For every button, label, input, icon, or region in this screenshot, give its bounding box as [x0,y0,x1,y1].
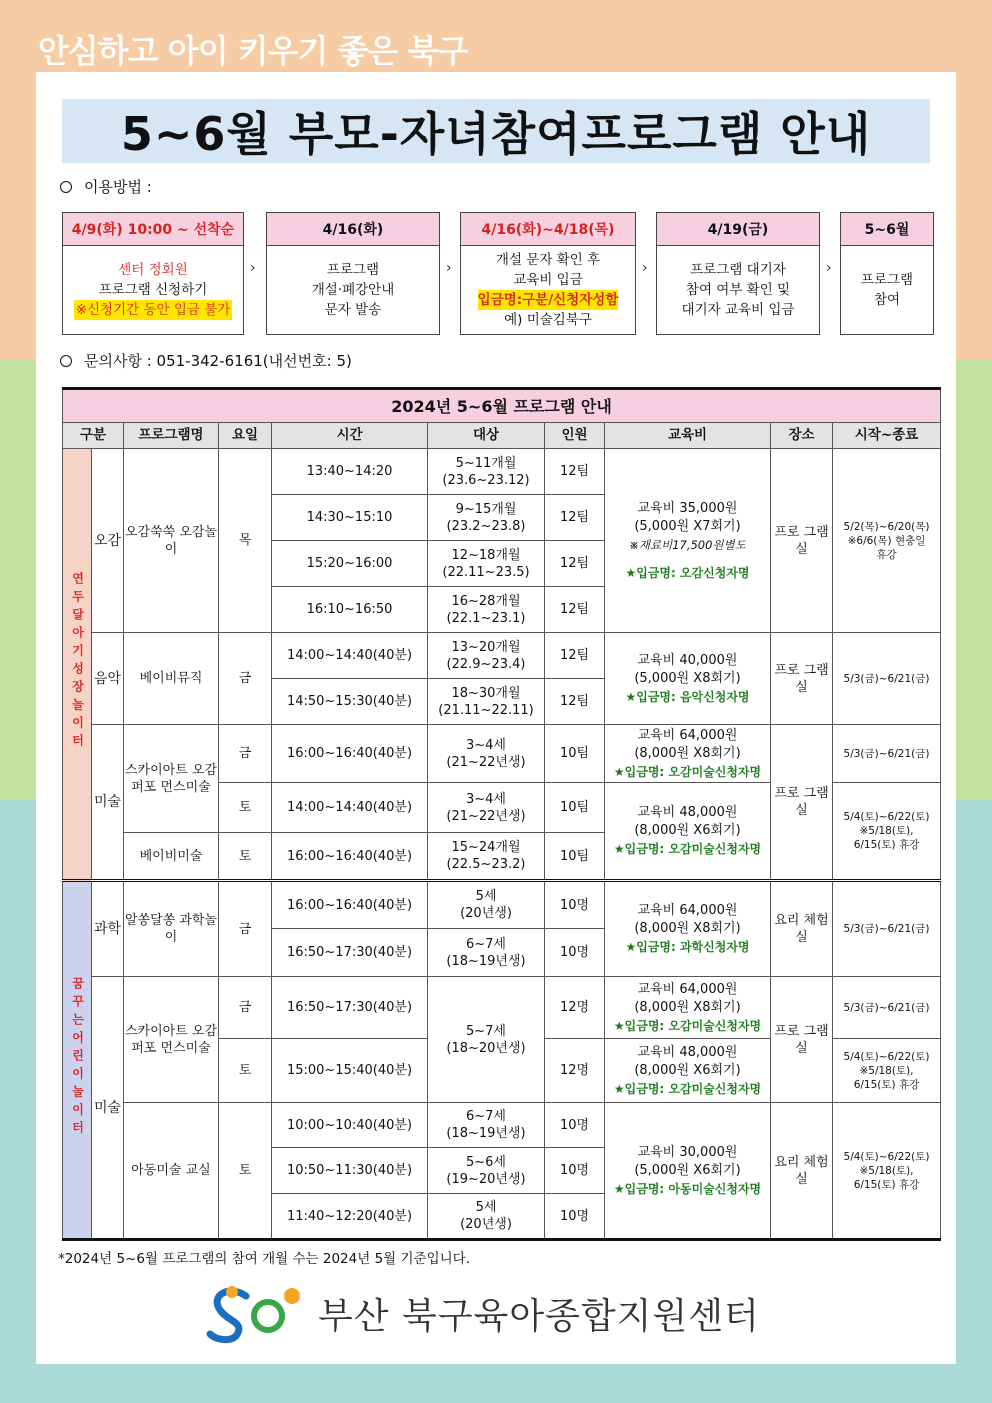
table-row: 꿈꾸는어린이놀이터 과학 알쏭달쏭 과학놀이 금 16:00~16:40(40분) 5세 (20년생) 10명 교육비 64,000원 (8,000원 X8회기) ★입금명: 과학신청자명 요리 체험실 5/3(금)~6/21(금) [63,881,941,929]
header-cell: 구분 [63,423,124,449]
step-5: 5~6월 프로그램 참여 [840,212,934,335]
table-row: 토 14:00~14:40(40분) 3~4세 (21~22년생) 10팀 교육비 48,000원 (8,000원 X6회기) ★입금명: 오감미술신청자명 5/4(토)~6/22(토) ※5/18(토), 6/15(토) 휴강 [63,783,941,808]
table-row: 토 15:00~15:40(40분) 12명 교육비 48,000원 (8,000원 X6회기) ★입금명: 오감미술신청자명 5/4(토)~6/22(토) ※5/18(토), 6/15(토) 휴강 [63,1039,941,1103]
banner: 안심하고 아이 키우기 좋은 북구 [38,32,468,70]
footnote: *2024년 5~6월 프로그램의 참여 개월 수는 2024년 5월 기준입니다. [58,1251,470,1267]
table-row: 음악 베이비뮤직 금 14:00~14:40(40분) 13~20개월 (22.9~23.4) 12팀 교육비 40,000원 (5,000원 X8회기) ★입금명: 음악신청자명 프로 그램실 5/3(금)~6/21(금) [63,633,941,679]
table-title: 2024년 5~6월 프로그램 안내 [63,389,941,423]
bullet-circle-icon [60,355,72,367]
usage-heading: 이용방법 : [60,176,152,197]
logo: 부산 북구육아종합지원센터 [206,1282,760,1344]
arrow-icon: › [826,260,832,276]
step-3: 4/16(화)~4/18(목) 개설 문자 확인 후 교육비 입금 입금명:구분/신청자성함 예) 미술김북구 [460,212,636,335]
table-row: 14:30~15:10 9~15개월 (23.2~23.8) 12팀 [63,495,941,541]
inquiry-line: 문의사항 : 051-342-6161(내선번호: 5) [60,350,352,371]
arrow-icon: › [642,260,648,276]
table-row: 16:10~16:50 16~28개월 (22.1~23.1) 12팀 [63,587,941,633]
group-label: 꿈꾸는어린이놀이터 [70,976,85,1139]
header-cell: 시작~종료 [833,423,941,449]
table-row: 14:50~15:30(40분) 18~30개월 (21.11~22.11) 12팀 [63,679,941,725]
page-title: 5~6월 부모-자녀참여프로그램 안내 [62,99,930,163]
table-row: 11:40~12:20(40분) 5세 (20년생) 10명 [63,1194,941,1240]
arrow-icon: › [250,260,256,276]
header-cell: 요일 [219,423,272,449]
table-row: 베이비미술 토 16:00~16:40(40분) 15~24개월 (22.5~23.2) 10팀 [63,833,941,857]
table-row: 미술 스카이아트 오감퍼포 먼스미술 금 16:50~17:30(40분) 5~7세 (18~20년생) 12명 교육비 64,000원 (8,000원 X8회기) ★입금명: 오감미술신청자명 프로 그램실 5/3(금)~6/21(금) [63,977,941,1039]
header-cell: 시간 [272,423,428,449]
step-2: 4/16(화) 프로그램 개설·폐강안내 문자 발송 [266,212,440,335]
arrow-icon: › [446,260,452,276]
paper [36,72,956,1364]
header-cell: 인원 [545,423,605,449]
table-row: 16:50~17:30(40분) 6~7세 (18~19년생) 10명 [63,929,941,977]
steps [62,212,934,335]
table-row: 15:20~16:00 12~18개월 (22.11~23.5) 12팀 [63,541,941,587]
center-logo-icon [206,1282,306,1344]
table-row: 미술 스카이아트 오감퍼포 먼스미술 금 16:00~16:40(40분) 3~4세 (21~22년생) 10팀 교육비 64,000원 (8,000원 X8회기) ★입금명: 오감미술신청자명 프로 그램실 5/3(금)~6/21(금) [63,725,941,783]
header-cell: 프로그램명 [124,423,219,449]
group-label: 연두달아기성장놀이터 [70,571,85,752]
header-cell: 교육비 [605,423,771,449]
step-4: 4/19(금) 프로그램 대기자 참여 여부 확인 및 대기자 교육비 입금 [656,212,820,335]
table-row: 아동미술 교실 토 10:00~10:40(40분) 6~7세 (18~19년생) 10명 교육비 30,000원 (5,000원 X6회기) ★입금명: 아동미술신청자명 요리 체험실 5/4(토)~6/22(토) ※5/18(토), 6/15(토) 휴강 [63,1103,941,1148]
step-1: 4/9(화) 10:00 ~ 선착순 센터 정회원 프로그램 신청하기 ※신청기간 동안 입금 불가 [62,212,244,335]
table-row: 10:50~11:30(40분) 5~6세 (19~20년생) 10명 [63,1148,941,1194]
header-cell: 대상 [428,423,545,449]
program-table [62,387,941,1241]
bullet-circle-icon [60,181,72,193]
header-cell: 장소 [771,423,833,449]
table-row: 연두달아기성장놀이터 오감 오감쑥쑥 오감놀이 목 13:40~14:20 5~11개월 (23.6~23.12) 12팀 교육비 35,000원 (5,000원 X7회기) ※재료비17,500원별도 ★입금명: 오감신청자명 프로 그램실 5/2(목)~6/20(목) ※6/6(목) 현충일 휴강 [63,449,941,495]
